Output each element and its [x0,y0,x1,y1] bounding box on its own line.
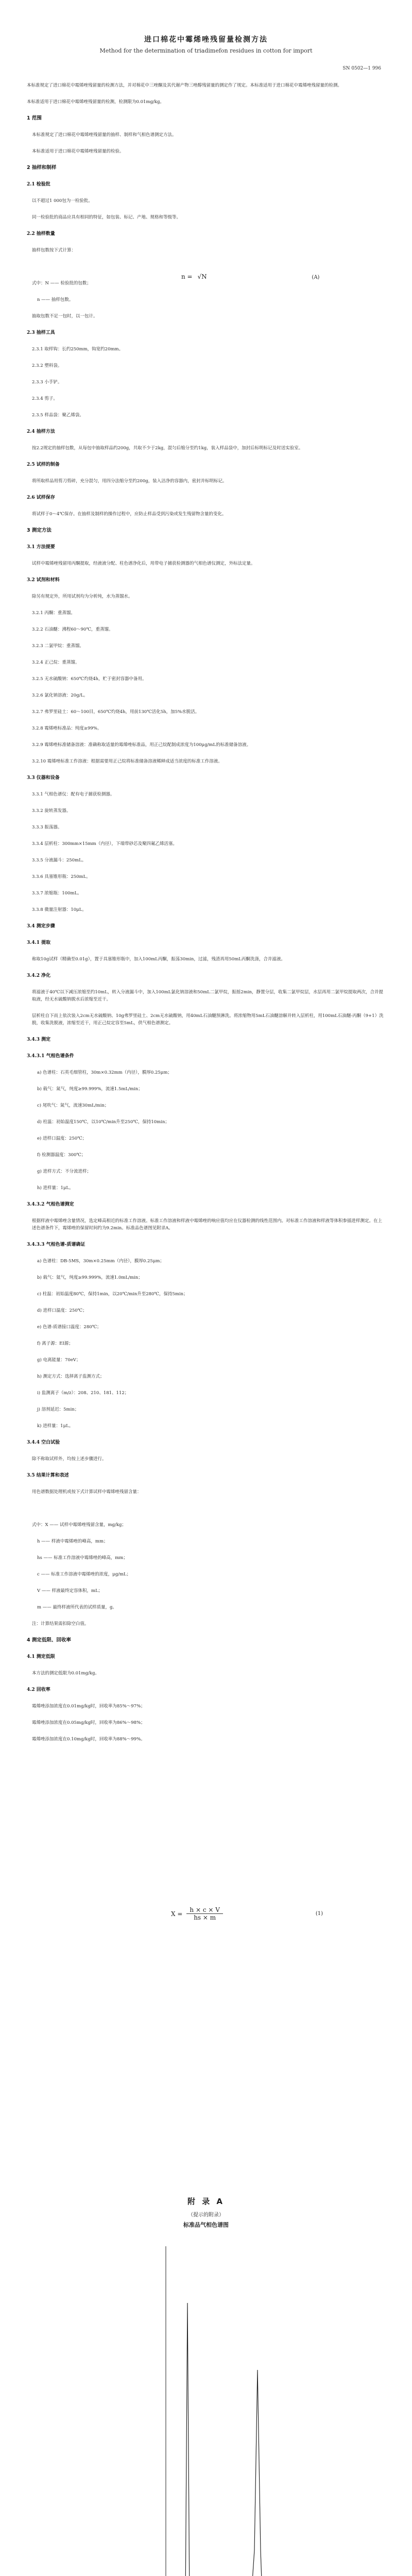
body-text-line: 霉烯唑添加浓度在0.01mg/kg时，回收率为85%～97%； [32,1704,145,1709]
body-text-line: j) 溶剂延迟：5min； [37,1407,79,1412]
body-text-line: h —— 样液中霉烯唑的峰高，mm； [37,1539,108,1544]
body-text-line: 本标准规定了进口棉花中霉烯唑残留量的抽样、制样和气相色谱测定方法。 [32,132,177,138]
body-text-line: 本标准适用于进口棉花中霉烯唑残留量的检测，检测限为0.01mg/kg。 [27,99,164,105]
body-text-line: d) 进样口温度：250℃； [37,1308,87,1313]
annex-title: 附 录 A [187,2197,225,2206]
body-text-line: 按2.2规定的抽样包数，从每包中抽取样品约200g，共取不少于2kg，混匀后缩分至约1kg，装入样品袋中，加封后标明标记及时送实验室。 [32,446,303,451]
section-heading: 3.4.3.3 气相色谱-质谱确证 [27,1242,85,1247]
section-heading: 4 测定低限、回收率 [27,1637,71,1643]
body-text-line: e) 色谱-质谱接口温度：280℃； [37,1325,101,1330]
body-text-line: 抽样包数按下式计算： [32,248,76,253]
body-text-line: 式中：X —— 试样中霉烯唑残留含量，mg/kg； [32,1522,126,1528]
body-text-line: 3.2.9 霉烯唑标准储备溶液：准确称取适量的霉烯唑标准品，用正己烷配制成浓度为100μg/mL的标准储备溶液。 [32,742,251,748]
body-text-line: 根据样液中霉烯唑含量情况，选定峰高相近的标准工作溶液。标准工作溶液和样液中霉烯唑的响应值均应在仪器检测的线性范围内。对标准工作溶液和样液等体积参插进样测定。在上述色谱条件下，霉烯唑的保留时间约为9.2min。标准品色谱图见附录A。 [32,1218,383,1231]
body-text-line: 除不称取试样外，均按上述步骤进行。 [32,1456,107,1462]
section-heading: 3.4 测定步骤 [27,924,55,929]
body-text-line: 3.3.5 分液漏斗：250mL。 [32,858,87,863]
body-text-line: g) 电离能量：70eV； [37,1358,81,1363]
body-text-line: f) 检测器温度：300℃； [37,1153,86,1158]
formula-number: (1) [315,1911,323,1917]
body-text-line: 试样中霉烯唑残留用丙酮提取，经液液分配、柱色谱净化后，用带电子捕获检测器的气相色谱仪测定，外标法定量。 [32,561,255,566]
body-text-line: 式中：N —— 检验批的包数； [32,281,91,286]
body-text-line: d) 柱温：初始温度150℃，以10℃/min升至250℃，保持10min； [37,1120,169,1125]
formula-lhs: X = [171,1910,183,1918]
body-text-line [27,1500,385,1517]
chromatogram-trace [171,2303,310,2576]
section-heading: 2.1 检验批 [27,182,50,187]
section-heading: 3.5 结果计算和表述 [27,1473,69,1478]
body-text-line: 3.2.6 氯化钠溶液：20g/L。 [32,693,88,698]
section-heading: 2 抽样和制样 [27,165,57,171]
body-text-line: 3.3.2 旋转蒸发器。 [32,808,71,814]
section-heading: 3.1 方法提要 [27,545,55,550]
formula-denominator: hs × m [194,1914,216,1921]
section-heading: 1 范围 [27,115,42,121]
body-text-line: 将所取样品用剪刀剪碎，充分混匀，用四分法缩分至约200g，装入洁净的容器内，密封并标明标记。 [32,479,227,484]
section-heading: 2.6 试样保存 [27,495,55,500]
body-text-line: 除另有规定外，所用试剂均为分析纯，水为蒸馏水。 [32,594,133,599]
body-text-line: g) 进样方式：不分流进样； [37,1169,91,1174]
body-text-line: 3.2.2 石油醚：沸程60～90℃，重蒸馏。 [32,627,113,632]
section-heading: 2.2 抽样数量 [27,231,55,236]
annex-type: （提示的附录） [188,2212,224,2218]
body-text-line: m —— 最终样液所代表的试样质量，g。 [37,1605,117,1610]
body-text-line: c —— 标准工作溶液中霉烯唑的浓度，μg/mL； [37,1572,131,1577]
body-text-line: 3.2.3 二氯甲烷：重蒸馏。 [32,643,84,649]
body-text-line: h) 测定方式：选择离子监测方式； [37,1374,105,1379]
body-text-line: 本标准适用于进口棉花中霉烯唑残留量的检验。 [32,149,124,154]
body-text-line: 3.2.8 霉烯唑标准品：纯度≥99%。 [32,726,102,731]
body-text-line: 3.2.7 弗罗里硅土：60～100目，650℃灼烧4h，用前130℃活化5h，加5%水脱活。 [32,709,200,715]
body-text-line: 2.3.5 样品袋：聚乙烯袋。 [32,413,84,418]
body-text-line: 霉烯唑添加浓度在0.05mg/kg时，回收率为86%～98%； [32,1720,145,1725]
body-text-line: 3.3.7 浓缩瓶：100mL。 [32,891,82,896]
body-text-line: 本标准规定了进口棉花中霉烯唑残留量的检测方法，并对棉花中三唑酮及其代谢产物三唑醇残留量的测定作了规定。本标准适用于进口棉花中霉烯唑残留量的检测。 [27,83,342,88]
body-text-line: e) 进样口温度：250℃； [37,1136,87,1141]
section-heading: 3.4.3 测定 [27,1037,51,1042]
section-heading: 2.3 抽样工具 [27,330,55,335]
document-page [27,0,385,2576]
body-text-line: 本方法的测定低限为0.01mg/kg。 [32,1671,99,1676]
body-text-line: b) 载气：氮气，纯度≥99.999%，流速1.5mL/min； [37,1087,143,1092]
body-text-line: 抽取包数不足一包时，以一包计。 [32,314,98,319]
body-text-line: 同一检验批的商品应具有相同的特征，如包装、标记、产地、规格和等级等。 [32,215,181,220]
body-text-line: f) 离子源：EI源； [37,1341,73,1346]
calculation-formula [171,1906,323,1921]
body-text-line: c) 柱温：初始温度80℃，保持1min，以20℃/min升至280℃，保持5min； [37,1292,188,1297]
body-text-line: 3.2.4 正己烷：重蒸馏。 [32,660,80,665]
section-heading: 3.3 仪器和设备 [27,775,60,781]
section-heading: 3.4.4 空白试验 [27,1440,60,1445]
chromatogram-figure [161,2241,315,2576]
section-heading: 4.1 测定低限 [27,1654,55,1659]
body-text-line: 称取10g试样（精确至0.01g），置于具塞锥形瓶中，加入100mL丙酮，振荡30min，过滤，残渣再用50mL丙酮洗涤，合并滤液。 [32,957,285,962]
body-text-line: 将试样于0～4℃保存。在抽样及制样的操作过程中，应防止样品受到污染或发生残留物含量的变化。 [32,512,227,517]
section-heading: 3.4.1 提取 [27,940,51,945]
body-text-line: a) 色谱柱：DB-5MS，30m×0.25mm（内径），膜厚0.25μm； [37,1259,164,1264]
section-heading: 3.2 试剂和材料 [27,578,60,583]
sampling-formula [181,273,319,280]
body-text-line: 将滤液于40℃以下减压浓缩至约10mL，转入分液漏斗中，加入100mL氯化钠溶液和50mL二氯甲烷，振摇2min，静置分层，收集二氯甲烷层，水层再用二氯甲烷提取两次，合并提取液，经无水硫酸钠脱水后浓缩至近干。 [32,990,383,1002]
section-heading: 3 测定方法 [27,528,52,533]
formula-expression: √N [197,273,207,280]
body-text-line: 2.3.2 塑料袋。 [32,363,62,368]
body-text-line: 2.3.4 剪子。 [32,396,58,401]
body-text-line: V —— 样液最终定容体积，mL； [37,1588,103,1594]
section-heading: 3.4.2 净化 [27,973,51,978]
body-text-line: 3.2.10 霉烯唑标准工作溶液：根据需要用正己烷将标准储备溶液稀释成适当浓度的标准工作溶液。 [32,759,222,764]
body-text-line: 3.2.1 丙酮：重蒸馏。 [32,611,75,616]
annex-heading: 标准品气相色谱图 [183,2222,229,2228]
body-text-line: h) 进样量：1μL。 [37,1185,74,1191]
body-text-line: 用色谱数据处理机或按下式计算试样中霉烯唑残留含量： [32,1489,142,1495]
body-text-line: 3.3.8 微量注射器：10μL。 [32,907,87,912]
formula-numerator: h × c × V [186,1906,222,1914]
section-heading: 3.4.3.1 气相色谱条件 [27,1054,74,1059]
body-text-line: 2.3.3 小手铲。 [32,380,62,385]
body-text-line: 3.3.1 气相色谱仪：配有电子捕获检测器。 [32,792,115,797]
body-text-line: 3.3.6 具塞锥形瓶：250mL。 [32,874,91,879]
formula-lhs: n = [181,273,193,280]
body-text-line: b) 载气：氦气，纯度≥99.999%，流速1.0mL/min； [37,1275,143,1280]
document-subtitle: Method for the determination of triadimefon residues in cotton for import [99,47,313,54]
document-number: SN 0502—1 996 [342,66,381,71]
body-text-line: n —— 抽样包数。 [37,297,74,302]
body-text-line: 注：计算结果需扣除空白值。 [32,1621,89,1626]
body-text-line: hs —— 标准工作溶液中霉烯唑的峰高，mm； [37,1555,128,1561]
body-text-line: k) 进样量：1μL。 [37,1423,74,1429]
body-text-line: 2.3.1 取样钩：长约250mm，钩宽约20mm。 [32,347,124,352]
body-text-line: 3.3.4 层析柱：300mm×15mm（内径），下端带砂芯及聚四氟乙烯活塞。 [32,841,177,846]
body-text-line: c) 尾吹气：氮气，流速30mL/min； [37,1103,109,1108]
body-text-line: 以不超过1 000包为一检验批。 [32,198,93,204]
body-text-line: 3.3.3 振荡器。 [32,825,62,830]
formula-number: (A) [312,275,320,280]
body-text-line: 霉烯唑添加浓度在0.10mg/kg时，回收率为88%～99%。 [32,1737,145,1742]
document-body [27,77,385,1748]
body-text-line: 3.2.5 无水硫酸钠：650℃灼烧4h，贮于密封容器中备用。 [32,676,147,682]
section-heading: 4.2 回收率 [27,1687,50,1692]
body-text-line: a) 色谱柱：石英毛细管柱，30m×0.32mm（内径），膜厚0.25μm； [37,1070,172,1075]
section-heading: 2.5 试样的制备 [27,462,60,467]
section-heading: 2.4 抽样方法 [27,429,55,434]
document-title: 进口棉花中霉烯唑残留量检测方法 [144,36,268,44]
body-text-line: i) 监测离子（m/z）：208、210、181、112； [37,1391,129,1396]
body-text-line: 层析柱自下而上依次装入2cm无水硫酸钠、10g弗罗里硅土、2cm无水硫酸钠，用40mL石油醚预淋洗。将浓缩物用5mL石油醚溶解并转入层析柱，用100mL石油醚-丙酮（9+1）洗脱，收集洗脱液，浓缩至近干，用正己烷定容至5mL，供气相色谱测定。 [32,1013,384,1026]
section-heading: 3.4.3.2 气相色谱测定 [27,1202,74,1207]
